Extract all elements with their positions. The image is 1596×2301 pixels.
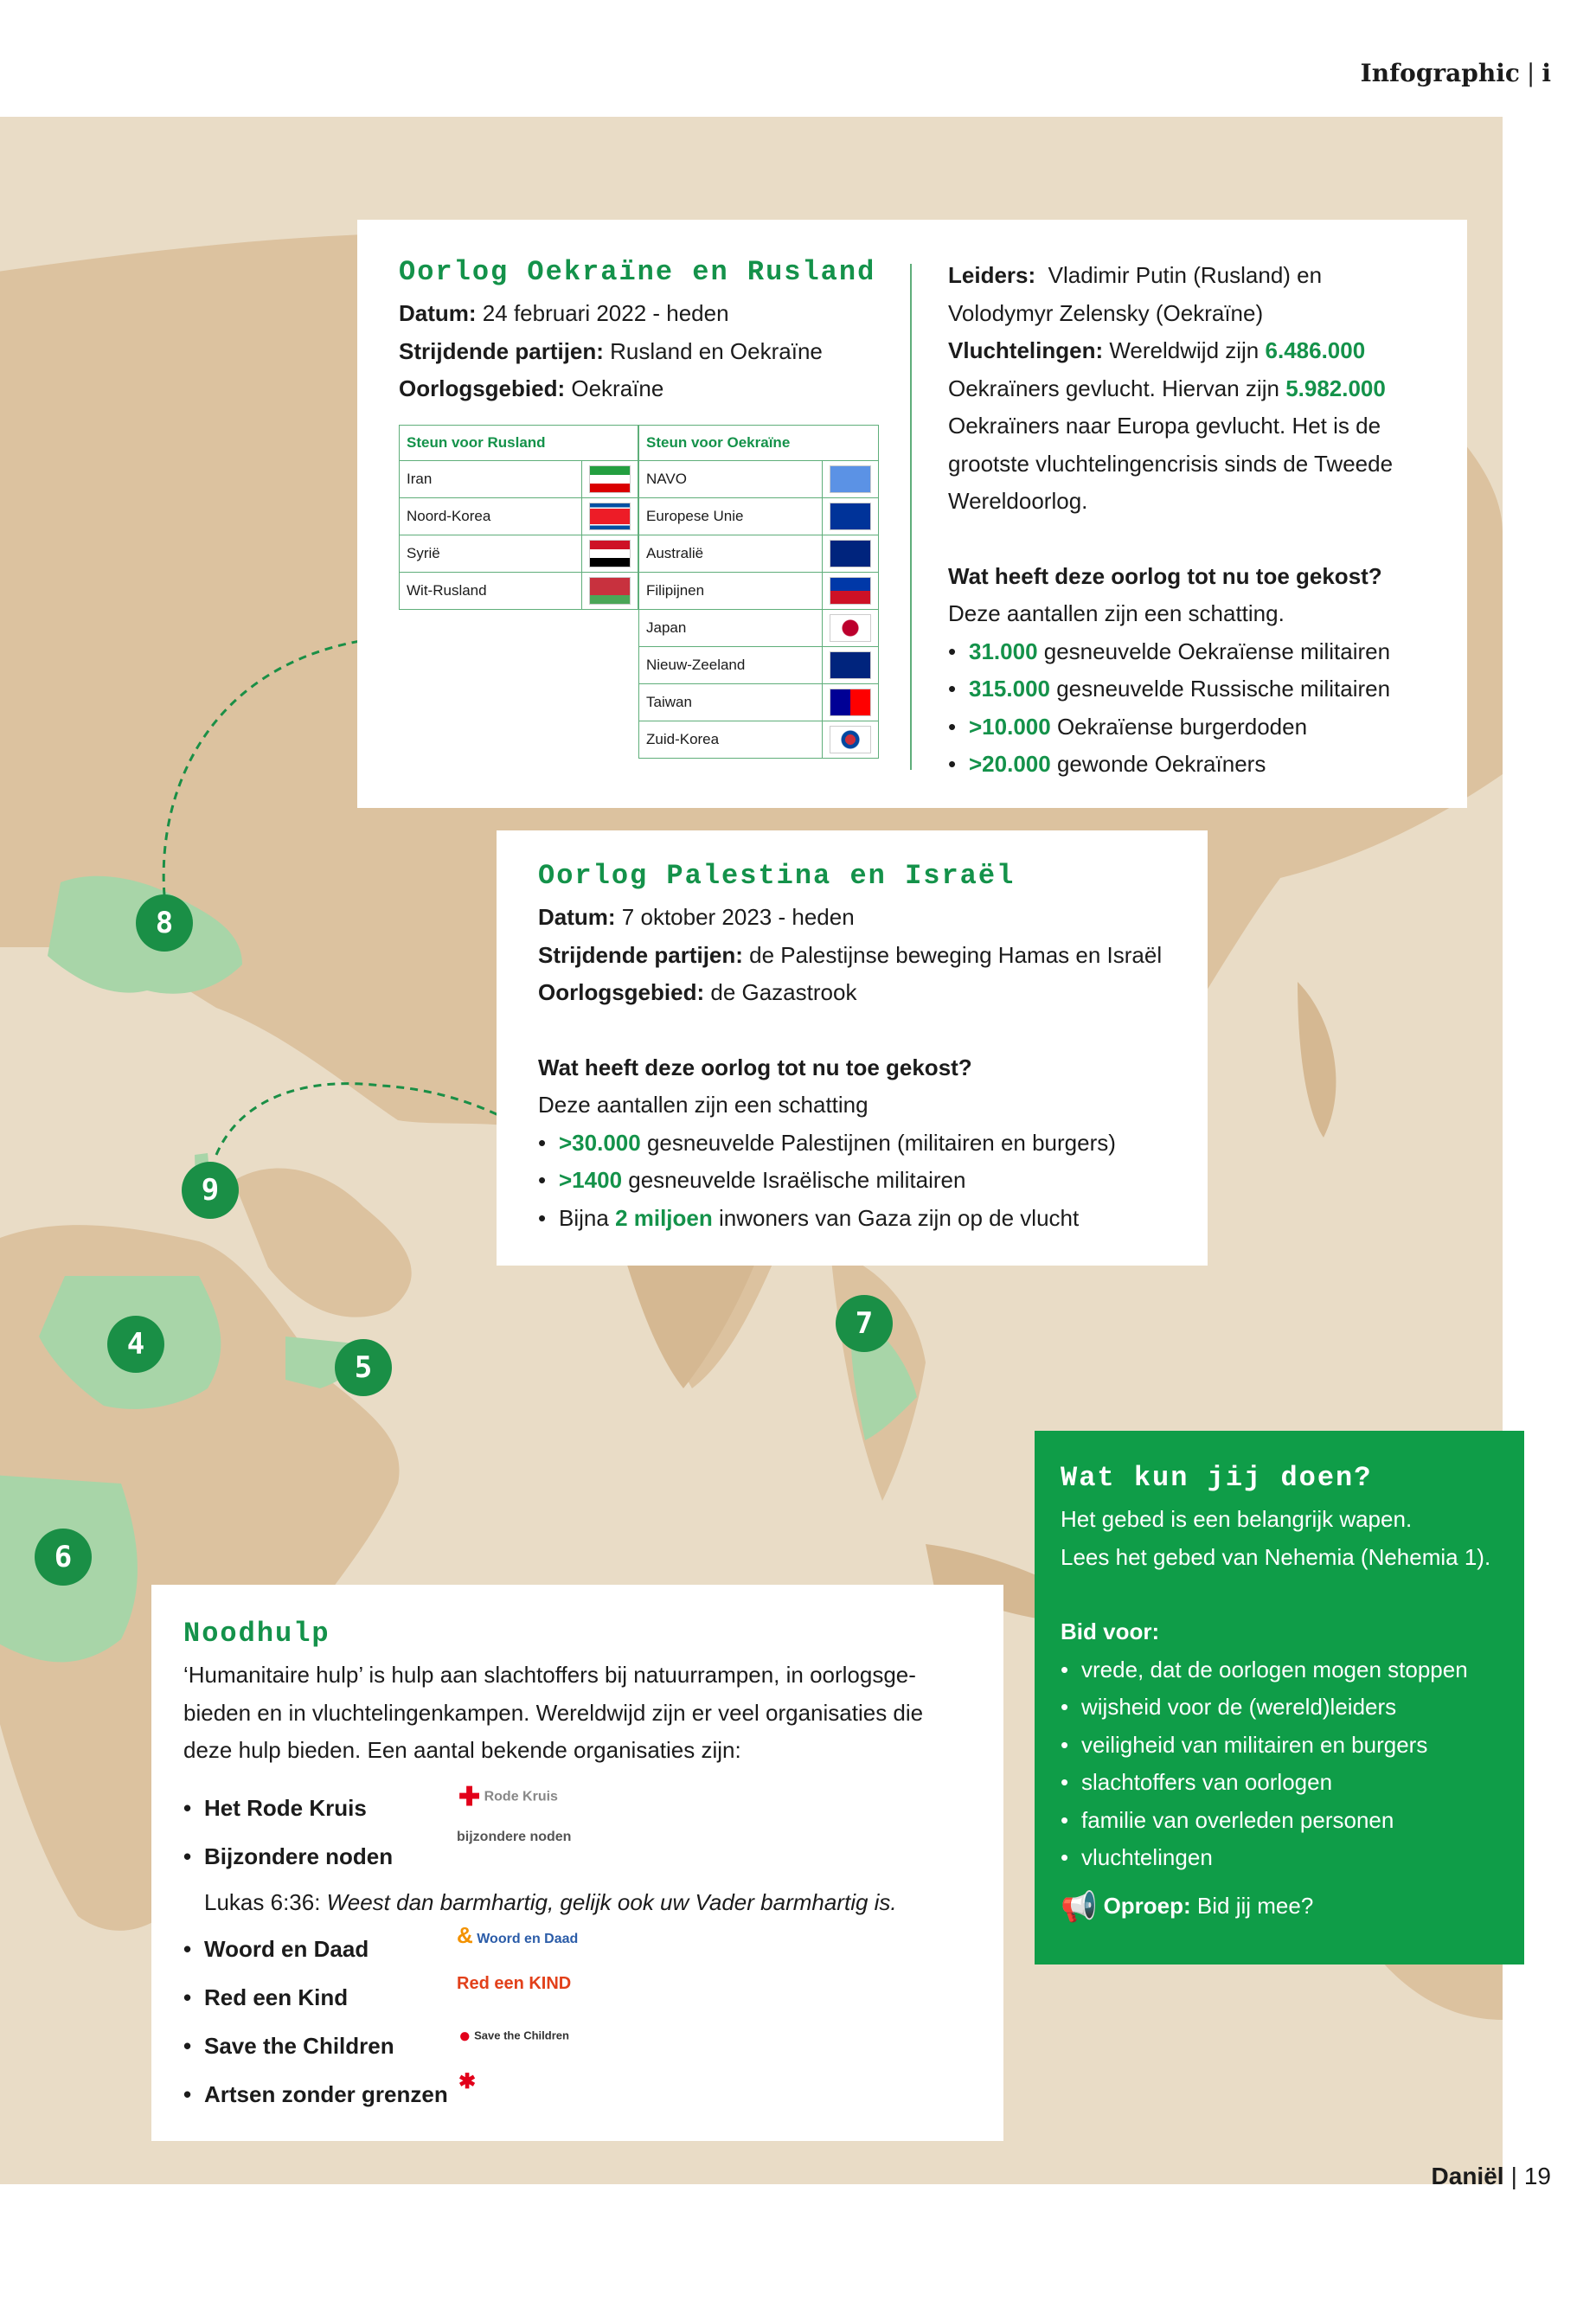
ukraine-title: Oorlog Oekraïne en Rusland <box>399 256 876 288</box>
ukraine-left-col <box>399 256 875 408</box>
aid-org-list <box>183 1784 971 1881</box>
msf-logo-icon: ✱ <box>458 2070 477 2093</box>
map-marker-8[interactable]: 8 <box>136 894 193 952</box>
list-item: • Bijna 2 miljoen inwoners van Gaza zijn op de vlucht <box>538 1200 1166 1238</box>
ukraine-date: Datum: 24 februari 2022 - heden <box>399 300 729 326</box>
table-row: Europese Unie <box>639 498 879 535</box>
list-item: • Bijzondere noden <box>183 1832 971 1881</box>
list-item: • wijsheid voor de (wereld)leiders <box>1061 1689 1498 1727</box>
list-item: • slachtoffers van oorlogen <box>1061 1764 1498 1802</box>
belarus-flag-icon <box>589 577 631 605</box>
land-japan <box>1298 982 1336 1138</box>
action-card: Wat kun jij doen? Het gebed is een belangrijk wapen. Lees het gebed van Nehemia (Nehemia 1). Bid voor: • vrede, dat de oorlogen mogen stoppen • wijsheid voor de (wereld)leiders • veiligheid van militairen en burgers • slachtoffers van oorlogen • familie van overleden personen • vluchtelingen 📢 Oproep: Bid jij mee? <box>1035 1431 1524 1965</box>
list-item: • >1400 gesneuvelde Israëlische militairen <box>538 1162 1166 1200</box>
red-een-kind-logo: Red een KIND <box>457 1974 572 1993</box>
magazine-name: Daniël <box>1431 2163 1504 2189</box>
japan-flag-icon <box>830 614 871 642</box>
list-item: • vluchtelingen <box>1061 1839 1498 1877</box>
support-ukraine-table <box>638 425 879 759</box>
list-item: • vrede, dat de oorlogen mogen stoppen <box>1061 1651 1498 1689</box>
new-zealand-flag-icon <box>830 651 871 679</box>
list-item: • Woord en Daad <box>183 1925 971 1973</box>
israel-parties: Strijdende partijen: de Palestijnse beweging Hamas en Israël <box>538 941 1163 968</box>
ukraine-leaders: Leiders: Vladimir Putin (Rusland) en <box>948 262 1323 288</box>
table-row: Iran <box>400 461 638 498</box>
list-item: • Red een Kind <box>183 1973 971 2022</box>
eu-flag-icon <box>830 503 871 530</box>
taiwan-flag-icon <box>830 689 871 716</box>
table-row: Nieuw-Zeeland <box>639 647 879 684</box>
bible-verse: Lukas 6:36: Weest dan barmhartig, gelijk ook uw Vader barmhartig is. <box>204 1888 897 1915</box>
syria-flag-icon <box>589 540 631 567</box>
woord-en-daad-logo: & Woord en Daad <box>457 1922 579 1948</box>
ukraine-refugees: Vluchtelingen: Wereldwijd zijn 6.486.000 <box>948 337 1366 363</box>
red-cross-logo: ✚ Rode Kruis <box>458 1783 558 1811</box>
page-footer: Daniël | 19 <box>1431 2163 1551 2189</box>
support-russia-header: Steun voor Rusland <box>400 426 638 461</box>
section-label: Infographic <box>1360 59 1520 87</box>
section-header: Infographic | i <box>1360 59 1551 87</box>
page-number: 19 <box>1523 2163 1551 2189</box>
ukraine-parties: Strijdende partijen: Rusland en Oekraïne <box>399 337 823 364</box>
un-flag-icon <box>830 465 871 493</box>
action-title: Wat kun jij doen? <box>1061 1462 1373 1494</box>
table-row: Australië <box>639 535 879 573</box>
support-ukraine-header: Steun voor Oekraïne <box>639 426 879 461</box>
list-item: • 315.000 gesneuvelde Russische militairen <box>948 670 1393 708</box>
table-row: Japan <box>639 610 879 647</box>
list-item: • >30.000 gesneuvelde Palestijnen (militairen en burgers) <box>538 1125 1166 1163</box>
aid-title: Noodhulp <box>183 1618 330 1650</box>
support-russia-table <box>399 425 638 610</box>
table-row: Filipijnen <box>639 573 879 610</box>
call-to-action: 📢 Oproep: Bid jij mee? <box>1061 1889 1314 1923</box>
column-divider <box>910 264 912 770</box>
list-item: • Save the Children <box>183 2022 971 2070</box>
israel-war-card: Oorlog Palestina en Israël Datum: 7 oktober 2023 - heden Strijdende partijen: de Palestijnse beweging Hamas en Israël Oorlogsgebied: de Gazastrook Wat heeft deze oorlog tot nu toe gekost? Deze aantallen zijn een schatting • >30.000 gesneuvelde Palestijnen (militairen en burgers) • >1400 gesneuvelde Israëlische militairen • Bijna 2 miljoen inwoners van Gaza zijn op de vlucht <box>497 830 1208 1266</box>
israel-cost-question: Wat heeft deze oorlog tot nu toe gekost? <box>538 1054 972 1080</box>
table-row: Taiwan <box>639 684 879 721</box>
bijzondere-noden-logo: bijzondere noden <box>457 1830 572 1844</box>
list-item: • >20.000 gewonde Oekraïners <box>948 746 1393 784</box>
table-row: NAVO <box>639 461 879 498</box>
list-item: • >10.000 Oekraïense burgerdoden <box>948 708 1393 747</box>
map-marker-7[interactable]: 7 <box>836 1295 893 1352</box>
map-marker-6[interactable]: 6 <box>35 1529 92 1586</box>
map-marker-4[interactable]: 4 <box>107 1316 164 1373</box>
list-item: • veiligheid van militairen en burgers <box>1061 1727 1498 1765</box>
pray-label: Bid voor: <box>1061 1618 1160 1644</box>
list-item: • Het Rode Kruis <box>183 1784 971 1832</box>
table-row: Zuid-Korea <box>639 721 879 759</box>
aid-org-list-2 <box>183 1925 971 2118</box>
ukraine-right-col: Leiders: Vladimir Putin (Rusland) en Volodymyr Zelensky (Oekraïne) Vluchtelingen: Wereldwijd zijn 6.486.000 Oekraïners gevlucht. Hiervan zijn 5.982.000 Oekraïners naar Europa gevlucht. Het is de grootste vluchtelingencrisis sinds de Tweede Wereldoorlog. Wat heeft deze oorlog tot nu toe gekost? Deze aantallen zijn een schatting. • 31.000 gesneuvelde Oekraïense militairen • 315.000 gesneuvelde Russische militairen • >10.000 Oekraïense burgerdoden • >20.000 gewonde Oekraïners <box>948 257 1393 784</box>
iran-flag-icon <box>589 465 631 493</box>
section-marker: i <box>1542 59 1551 87</box>
map-marker-5[interactable]: 5 <box>335 1339 392 1396</box>
south-korea-flag-icon <box>830 726 871 753</box>
australia-flag-icon <box>830 540 871 567</box>
israel-area: Oorlogsgebied: de Gazastrook <box>538 979 857 1005</box>
table-row: Wit-Rusland <box>400 573 638 610</box>
ukraine-area: Oorlogsgebied: Oekraïne <box>399 375 664 401</box>
list-item: • Artsen zonder grenzen <box>183 2070 971 2118</box>
map-marker-9[interactable]: 9 <box>182 1162 239 1219</box>
megaphone-icon: 📢 <box>1061 1889 1098 1923</box>
save-the-children-logo: ● Save the Children <box>458 2024 569 2048</box>
table-row: Syrië <box>400 535 638 573</box>
israel-title: Oorlog Palestina en Israël <box>538 860 1016 892</box>
israel-date: Datum: 7 oktober 2023 - heden <box>538 904 855 930</box>
israel-cost-list <box>538 1125 1166 1238</box>
list-item: • familie van overleden personen <box>1061 1802 1498 1840</box>
ukraine-cost-question: Wat heeft deze oorlog tot nu toe gekost? <box>948 562 1382 589</box>
pray-list <box>1061 1651 1498 1877</box>
ukraine-cost-list <box>948 633 1393 784</box>
aid-card: Noodhulp ‘Humanitaire hulp’ is hulp aan slachtoffers bij natuurrampen, in oorlogsge- bieden en in vluchtelingenkampen. Wereldwijd zijn er veel organisaties die deze hulp bieden. Een aantal bekende organisaties zijn: • Het Rode Kruis • Bijzondere noden Lukas 6:36: Weest dan barmhartig, gelijk ook uw Vader barmhartig is. • Woord en Daad • Red een Kind • Save the Children • Artsen zonder grenzen <box>151 1585 1003 2141</box>
table-row: Noord-Korea <box>400 498 638 535</box>
list-item: • 31.000 gesneuvelde Oekraïense militairen <box>948 633 1393 671</box>
north-korea-flag-icon <box>589 503 631 530</box>
philippines-flag-icon <box>830 577 871 605</box>
